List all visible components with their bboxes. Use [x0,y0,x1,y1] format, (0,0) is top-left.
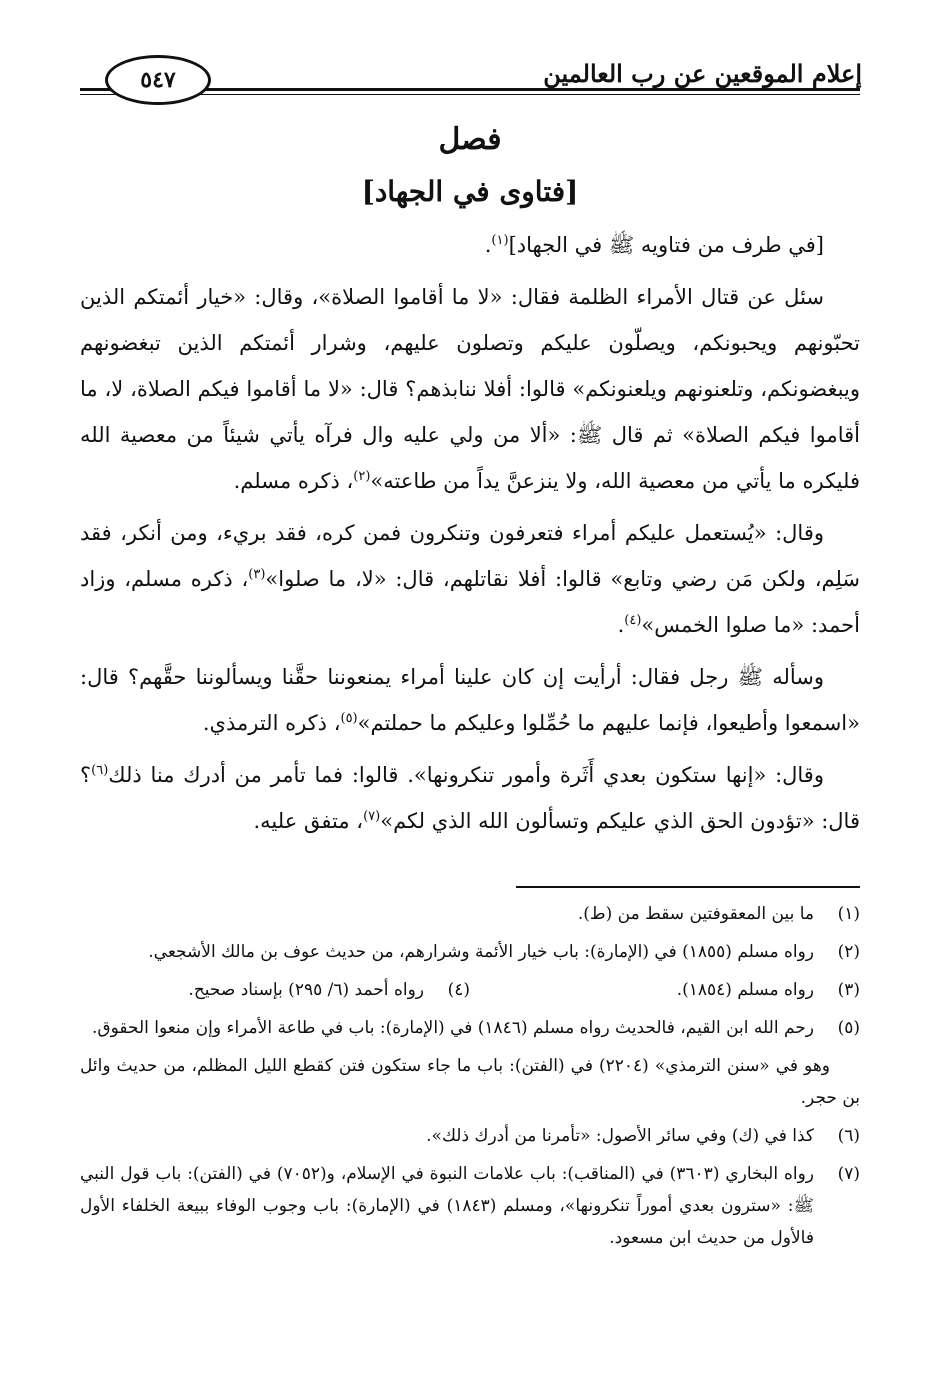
footnote-text: رحم الله ابن القيم، فالحديث رواه مسلم (١٨٤٦) في (الإمارة): باب في طاعة الأمراء وإن منعوا الحقوق. [92,1018,814,1038]
footnote-text: ما بين المعقوفتين سقط من (ط). [577,904,814,924]
footnote-number: (٢) [837,942,860,962]
page-number-badge: ٥٤٧ [105,55,211,105]
footnote-number: (٣) [837,980,860,1000]
footnote-number: (٤) [447,980,470,1000]
paragraph-4-text: وقال: «إنها ستكون بعدي أَثَرة وأمور تنكرونها». قالوا: فما تأمر من أدرك منا ذلك [108,763,824,787]
running-title: إعلام الموقعين عن رب العالمين [543,59,862,88]
paragraph-4-end: ، متفق عليه. [253,809,364,833]
footnote-ref: (١) [491,233,509,248]
footnote-ref: (٤) [624,613,642,628]
footnotes [80,898,860,1260]
paragraph-3 [80,654,860,746]
footnote-number: (١) [837,904,860,924]
sub-heading: [فتاوى في الجهاد] [361,175,579,208]
paragraph-2-end: . [617,613,625,637]
footnote-1 [80,898,860,930]
footnote-5-continuation: وهو في «سنن الترمذي» (٢٢٠٤) في (الفتن): باب ما جاء ستكون فتن كقطع الليل المظلم، من حديث وائل بن حجر. [80,1056,860,1108]
footnote-text: رواه البخاري (٣٦٠٣) في (المناقب): باب علامات النبوة في الإسلام، و(٧٠٥٢) في (الفتن): باب قول النبي ﷺ: «سترون بعدي أموراً تنكرونها»، ومسلم (١٨٤٣) في (الإمارة): باب وجوب الوفاء ببيعة الخلفاء الأول فالأول من حديث ابن مسعود. [80,1164,814,1248]
footnote-4 [80,974,470,1006]
footnote-separator [516,886,860,888]
body-text [80,222,860,850]
footnote-text: رواه مسلم (١٨٥٥) في (الإمارة): باب خيار الأئمة وشرارهم، من حديث عوف بن مالك الأشجعي. [148,942,814,962]
footnote-ref: (٢) [353,469,371,484]
paragraph-1 [80,274,860,504]
paragraph-2-mid: ، ذكره مسلم، وزاد أحمد: «ما صلوا الخمس» [80,567,860,637]
footnote-number: (٥) [837,1018,860,1038]
footnote-3-4-row [80,974,860,1006]
paragraph-1-end: ، ذكره مسلم. [233,469,354,493]
footnote-6 [80,1120,860,1152]
intro-text: [في طرف من فتاويه ﷺ في الجهاد] [508,233,824,257]
footnote-ref: (٥) [340,711,358,726]
footnote-text: كذا في (ك) وفي سائر الأصول: «تأمرنا من أدرك ذلك». [426,1126,814,1146]
intro-paragraph: [في طرف من فتاويه ﷺ في الجهاد]$^{(١)}$. [484,233,824,257]
footnote-number: (٧) [837,1164,860,1184]
footnote-ref: (٧) [363,809,381,824]
paragraph-2 [80,510,860,648]
footnote-ref: (٣) [248,567,266,582]
paragraph-1-text: سئل عن قتال الأمراء الظلمة فقال: «لا ما أقاموا الصلاة»، وقال: «خيار أئمتكم الذين تحبّونهم ويحبونكم، ويصلّون عليكم وتصلون عليهم، وشرار أئمتكم الذين تبغضونهم ويبغضونكم، وتلعنونهم ويلعنونكم» قالوا: أفلا ننابذهم؟ قال: «لا ما أقاموا فيكم الصلاة، لا، ما أقاموا فيكم الصلاة» ثم قال ﷺ: «ألا من ولي عليه وال فرآه يأتي شيئاً من معصية الله فليكره ما يأتي من معصية الله، ولا ينزعنَّ يداً من طاعته» [80,285,860,493]
footnote-number: (٦) [837,1126,860,1146]
footnote-7 [80,1158,860,1254]
footnote-5 [80,1012,860,1044]
footnote-3 [470,974,860,1006]
paragraph-4 [80,752,860,844]
paragraph-4-mid: ؟ قال: «تؤدون الحق الذي عليكم وتسألون الله الذي لكم» [80,763,860,833]
paragraph-3-text: وسأله ﷺ رجل فقال: أرأيت إن كان علينا أمراء يمنعوننا حقَّنا ويسألوننا حقَّهم؟ قال: «اسمعوا وأطيعوا، فإنما عليهم ما حُمِّلوا وعليكم ما حملتم» [80,665,860,735]
paragraph-3-end: ، ذكره الترمذي. [202,711,341,735]
section-heading: فصل [438,122,502,157]
footnote-text: رواه أحمد (٦/ ٢٩٥) بإسناد صحيح. [188,980,424,1000]
footnote-text: رواه مسلم (١٨٥٤). [676,980,814,1000]
paragraph-2-text: وقال: «يُستعمل عليكم أمراء فتعرفون وتنكرون فمن كره، فقد بريء، ومن أنكر، فقد سَلِم، ولكن مَن رضي وتابع» قالوا: أفلا نقاتلهم، قال: «لا، ما صلوا» [80,521,860,591]
footnote-ref: (٦) [91,763,109,778]
footnote-2 [80,936,860,968]
